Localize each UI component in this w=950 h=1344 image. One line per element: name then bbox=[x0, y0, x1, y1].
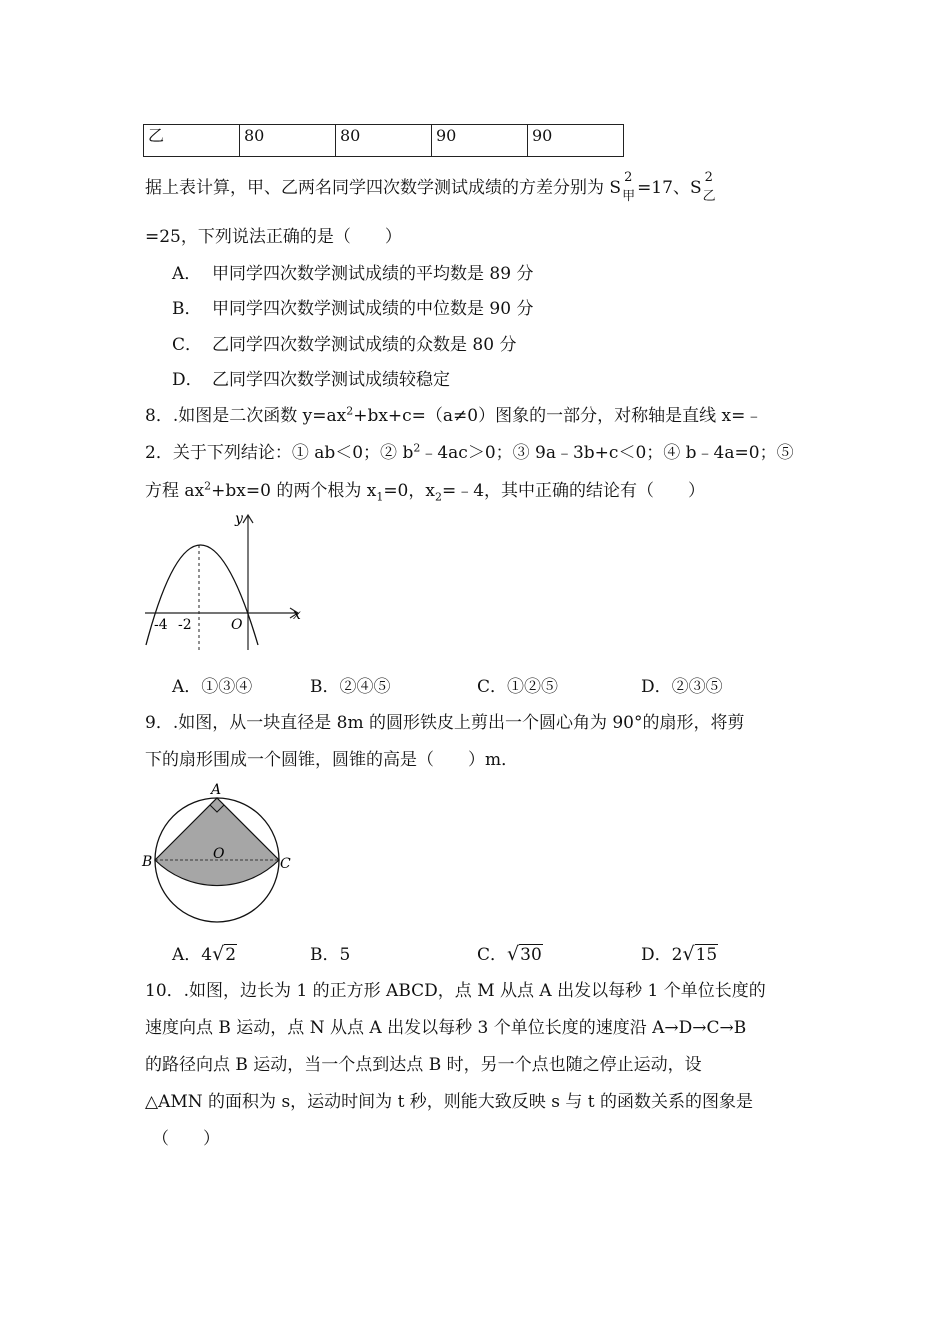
table-cell: 90 bbox=[528, 125, 624, 157]
q10-stem-line4: △AMN 的面积为 s，运动时间为 t 秒，则能大致反映 s 与 t 的函数关系的图象是 bbox=[145, 1092, 753, 1112]
q8-choice-c[interactable]: C．①②⑤ bbox=[477, 677, 559, 697]
point-c-label: C bbox=[280, 856, 291, 872]
q7-option-a[interactable]: A． 甲同学四次数学测试成绩的平均数是 89 分 bbox=[172, 264, 534, 284]
q7-stem-line1 bbox=[145, 169, 718, 204]
q8-stem-line2: 2．关于下列结论：① ab＜0；② $b^2﹣4ac>0$；③ 9a﹣3b+c＜0；④ b﹣4a=0；⑤ bbox=[145, 441, 794, 463]
q8-stem-line3: 方程 $ax^2+bx=0$ 的两个根为 $x_1=0$，$x_2=﹣4$，其中正确的结论有（ ） bbox=[145, 479, 706, 504]
variance-jia: 2 甲 bbox=[622, 169, 636, 204]
variance-yi: 2 乙 bbox=[702, 169, 716, 204]
q8-stem-line1: 8．.如图是二次函数 $y=ax^2+bx+c=(a\ne 0)$图象的一部分，对称轴是直线 x=﹣ bbox=[145, 404, 763, 426]
radical-icon: √ bbox=[507, 943, 520, 965]
q10-stem-line1: 10．.如图，边长为 1 的正方形 ABCD，点 M 从点 A 出发以每秒 1 个单位长度的 bbox=[145, 981, 766, 1001]
table-cell: 80 bbox=[336, 125, 432, 157]
q9-choice-d[interactable]: D．2√15 bbox=[641, 943, 718, 965]
q9-stem-line2: 下的扇形围成一个圆锥，圆锥的高是（ ）m． bbox=[145, 750, 519, 770]
point-b-label: B bbox=[142, 854, 153, 870]
table-cell: 乙 bbox=[144, 125, 240, 157]
q9-choice-b[interactable]: B．5 bbox=[310, 945, 351, 965]
q8-choice-a[interactable]: A．①③④ bbox=[172, 677, 253, 697]
q7-option-b[interactable]: B． 甲同学四次数学测试成绩的中位数是 90 分 bbox=[172, 299, 534, 319]
q9-choice-a[interactable]: A．4√2 bbox=[172, 943, 237, 965]
table-cell: 90 bbox=[432, 125, 528, 157]
q10-stem-line5: （ ） bbox=[152, 1129, 220, 1149]
point-a-label: A bbox=[211, 782, 222, 798]
score-table bbox=[143, 124, 624, 157]
q10-stem-line2: 速度向点 B 运动，点 N 从点 A 出发以每秒 3 个单位长度的速度沿 A→D→C→B bbox=[145, 1018, 747, 1038]
q7-option-d[interactable]: D． 乙同学四次数学测试成绩较稳定 bbox=[172, 370, 450, 390]
tick-label: -4 bbox=[154, 617, 168, 633]
tick-label: -2 bbox=[178, 617, 192, 633]
radical-icon: √ bbox=[212, 943, 225, 965]
table-cell: 80 bbox=[240, 125, 336, 157]
circle-sector-figure bbox=[140, 780, 300, 925]
q9-choice-c[interactable]: C．√30 bbox=[477, 943, 542, 965]
q8-choice-d[interactable]: D．②③⑤ bbox=[641, 677, 723, 697]
parabola-graph bbox=[140, 505, 310, 655]
q7-option-c[interactable]: C． 乙同学四次数学测试成绩的众数是 80 分 bbox=[172, 335, 517, 355]
x-label: x bbox=[293, 607, 301, 623]
table-row bbox=[144, 125, 624, 157]
origin-label: O bbox=[231, 617, 243, 633]
q7-stem-line2: =25，下列说法正确的是（ ） bbox=[145, 227, 402, 247]
q9-stem-line1: 9．.如图，从一块直径是 8m 的圆形铁皮上剪出一个圆心角为 90°的扇形，将剪 bbox=[145, 713, 745, 733]
q7-text: 据上表计算，甲、乙两名同学四次数学测试成绩的方差分别为 S bbox=[145, 178, 622, 198]
sector-shape bbox=[155, 798, 279, 886]
q7-text: =17、S bbox=[637, 178, 702, 198]
y-label: y bbox=[235, 511, 243, 527]
center-o-label: O bbox=[213, 846, 225, 862]
q8-choice-b[interactable]: B．②④⑤ bbox=[310, 677, 391, 697]
q10-stem-line3: 的路径向点 B 运动，当一个点到达点 B 时，另一个点也随之停止运动，设 bbox=[145, 1055, 702, 1075]
radical-icon: √ bbox=[682, 943, 695, 965]
